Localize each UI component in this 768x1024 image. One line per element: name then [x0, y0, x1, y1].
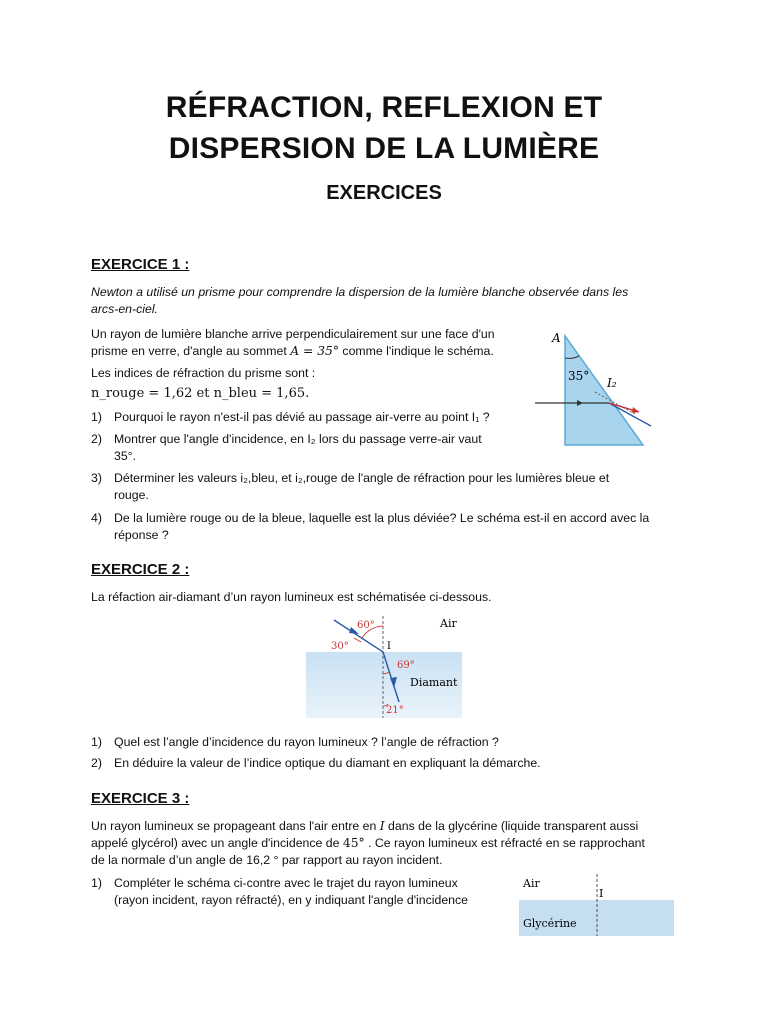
air-label: Air [523, 877, 540, 890]
ex3-text-c: appelé glycérol) avec un angle d'incidence de [91, 836, 343, 850]
exercise-1-heading: EXERCICE 1 : [91, 256, 190, 273]
question-text: De la lumière rouge ou de la bleue, laquelle est la plus déviée? Le schéma est-il en accord avec la [114, 511, 650, 525]
prism-figure [535, 330, 655, 448]
ex3-text-b: dans de la glycérine (liquide transparent aussi [384, 819, 639, 833]
ex1-intro-line-2: arcs-en-ciel. [91, 302, 158, 316]
question-text: Pourquoi le rayon n'est-il pas dévié au passage air-verre au point I₁ ? [114, 410, 490, 424]
red-arrow-icon [632, 407, 639, 413]
point-i-label: I [387, 641, 391, 652]
angle-mark-30 [354, 638, 361, 642]
question-number: 1) [91, 410, 102, 424]
glycerine-label: Glycérine [523, 917, 577, 930]
ex3-point-i: I [379, 819, 385, 833]
ex3-text-a: Un rayon lumineux se propageant dans l'air entre en [91, 819, 380, 833]
question-text: Quel est l’angle d’incidence du rayon lumineux ? l’angle de réfraction ? [114, 735, 499, 749]
ex1-para-text-a: prisme en verre, d'angle au sommet [91, 344, 291, 358]
title-line-1: RÉFRACTION, REFLEXION ET [165, 91, 603, 124]
ex1-para-line-2 [91, 343, 494, 360]
diamant-label: Diamant [410, 676, 458, 689]
point-i-label: I [599, 887, 604, 900]
question-text: Déterminer les valeurs i₂,bleu, et i₂,rouge de l'angle de réfraction pour les lumières bleue et [114, 471, 610, 485]
ex1-para-line-1: Un rayon de lumière blanche arrive perpendiculairement sur une face d'un [91, 327, 495, 341]
question-number: 1) [91, 735, 102, 749]
angle-69-label: 69° [397, 660, 415, 671]
angle-label: 35° [568, 369, 590, 383]
exercise-2-heading: EXERCICE 2 : [91, 561, 190, 578]
question-number: 2) [91, 756, 102, 770]
title-line-2: DISPERSION DE LA LUMIÈRE [168, 132, 600, 165]
air-label: Air [440, 617, 457, 630]
ex1-indices-label: Les indices de réfraction du prisme sont : [91, 366, 316, 380]
question-text-cont: rouge. [114, 488, 149, 502]
question-number: 4) [91, 511, 102, 525]
subtitle: EXERCICES [326, 182, 442, 204]
point-i2-label: I₂ [607, 376, 617, 390]
question-text-cont: (rayon incident, rayon réfracté), en y indiquant l'angle d'incidence [114, 893, 468, 907]
ex3-para-line-1 [91, 818, 638, 835]
angle-21-label: 21° [386, 705, 404, 716]
ex1-indices-values: n_rouge = 1,62 et n_bleu = 1,65. [91, 386, 310, 401]
diamond-refraction-figure [306, 614, 466, 718]
question-number: 1) [91, 876, 102, 890]
question-number: 2) [91, 432, 102, 446]
ex1-para-text-b: comme l'indique le schéma. [339, 344, 494, 358]
glycerine-figure [519, 874, 675, 936]
question-number: 3) [91, 471, 102, 485]
ex1-apex-angle: A = 35° [290, 344, 340, 358]
question-text: Montrer que l'angle d'incidence, en I₂ lors du passage verre-air vaut [114, 432, 482, 446]
question-text-cont: 35°. [114, 449, 137, 463]
ex3-para-line-2 [91, 835, 645, 852]
ex3-incidence-angle: 45° [342, 836, 365, 850]
prism-shape [565, 336, 643, 445]
angle-30-label: 30° [331, 641, 349, 652]
question-text: Compléter le schéma ci-contre avec le trajet du rayon lumineux [114, 876, 458, 890]
ex2-intro: La réfaction air-diamant d’un rayon lumineux est schématisée ci-dessous. [91, 590, 492, 604]
ex3-para-line-3: de la normale d’un angle de 16,2 ° par rapport au rayon incident. [91, 853, 443, 867]
ex3-text-d: . Ce rayon lumineux est réfracté en se rapprochant [364, 836, 645, 850]
question-text-cont: réponse ? [114, 528, 169, 542]
question-text: En déduire la valeur de l’indice optique du diamant en expliquant la démarche. [114, 756, 541, 770]
apex-label: A [552, 331, 561, 345]
exercise-3-heading: EXERCICE 3 : [91, 790, 190, 807]
ex1-intro-line-1: Newton a utilisé un prisme pour comprendre la dispersion de la lumière blanche observée dans les [91, 285, 629, 299]
angle-60-label: 60° [357, 620, 375, 631]
